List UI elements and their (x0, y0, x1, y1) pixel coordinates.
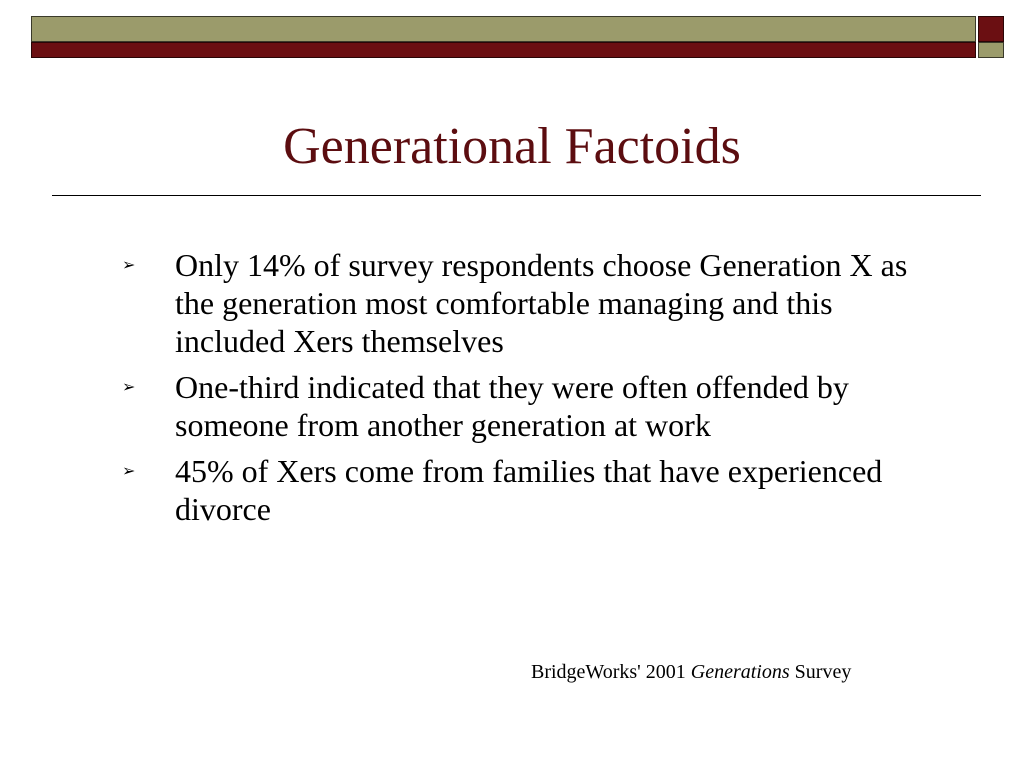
arrow-bullet-icon: ➢ (122, 461, 136, 480)
arrow-bullet-icon: ➢ (122, 255, 136, 274)
bullet-item (120, 368, 920, 444)
arrow-bullet-icon: ➢ (122, 377, 136, 396)
source-suffix: Survey (789, 661, 852, 683)
source-italic: Generations (690, 661, 790, 683)
bullet-item (120, 246, 920, 360)
corner-square-olive (978, 42, 1004, 58)
source-prefix: BridgeWorks' 2001 (531, 661, 691, 683)
bullet-text: One-third indicated that they were often offended by someone from another generation at work (175, 369, 849, 443)
header-bar-olive (31, 16, 976, 42)
bullet-text: Only 14% of survey respondents choose Generation X as the generation most comfortable managing and this included Xers themselves (175, 247, 908, 359)
bullet-list (120, 246, 920, 536)
header-bar-maroon (31, 42, 976, 58)
title-divider (52, 195, 981, 196)
bullet-text: 45% of Xers come from families that have experienced divorce (175, 453, 883, 527)
slide-title: Generational Factoids (283, 118, 741, 175)
bullet-item (120, 452, 920, 528)
source-citation (531, 659, 851, 685)
corner-square-maroon (978, 16, 1004, 42)
